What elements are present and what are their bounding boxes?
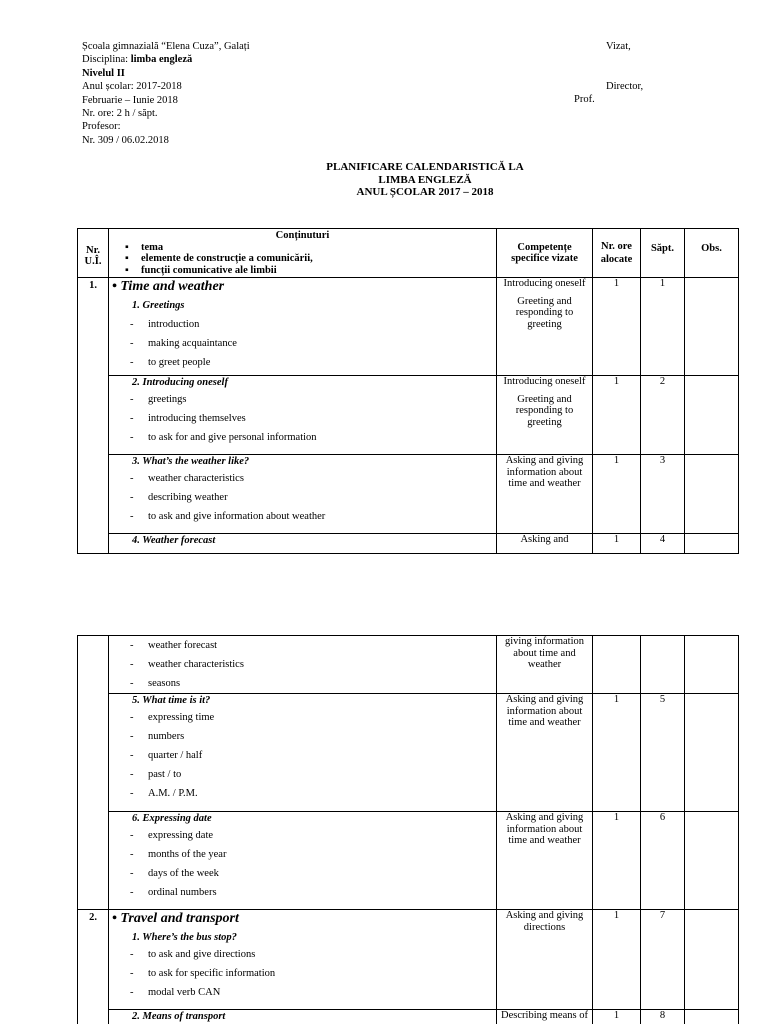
table-row xyxy=(78,278,739,376)
list-item: - to greet people xyxy=(130,353,493,372)
obs-cell xyxy=(685,636,739,694)
header-continut: Conținuturi ▪ tema ▪ elemente de construcție a comunicării, ▪ funcții comunicative ale limbii xyxy=(109,229,497,278)
lesson-title: 3. What’s the weather like? xyxy=(132,456,250,467)
lesson-title: 1. Greetings xyxy=(132,300,185,311)
list-item: - expressing time xyxy=(130,708,493,727)
hours-cell: 1 xyxy=(593,455,641,534)
obs-cell xyxy=(685,534,739,554)
lesson-cell xyxy=(109,376,497,455)
planning-table-page2 xyxy=(77,635,739,1024)
hours-cell: 1 xyxy=(593,910,641,1010)
list-item: - weather forecast xyxy=(130,636,493,655)
table-row xyxy=(78,376,739,455)
school-name: Școala gimnazială “Elena Cuza”, Galați xyxy=(82,41,250,52)
week-cell: 7 xyxy=(641,910,685,1010)
lesson-cell xyxy=(109,278,497,376)
obs-cell xyxy=(685,376,739,455)
header-ore: Nr. ore alocate xyxy=(593,229,641,278)
table-row xyxy=(78,636,739,694)
competence-cell: Asking and giving information about time and weather xyxy=(497,455,593,534)
lesson-title: 5. What time is it? xyxy=(132,695,211,706)
list-item: - expressing date xyxy=(130,826,493,845)
competence-cell: Asking and giving information about time and weather xyxy=(497,812,593,910)
competence-cell: giving information about time and weather xyxy=(497,636,593,694)
competence-cell: Asking and giving directions xyxy=(497,910,593,1010)
discipline: Disciplina: limba engleză xyxy=(82,54,193,66)
registration-number: Nr. 309 / 06.02.2018 xyxy=(82,134,169,146)
hours-cell: 1 xyxy=(593,1010,641,1024)
table-row xyxy=(78,812,739,910)
unit-theme: • Time and weather xyxy=(112,279,225,294)
table-header-row xyxy=(78,229,739,278)
header-sapt: Săpt. xyxy=(641,229,685,278)
list-item: - to ask for specific information xyxy=(130,964,493,983)
obs-cell xyxy=(685,455,739,534)
lesson-title: 4. Weather forecast xyxy=(132,535,216,546)
hours-cell: 1 xyxy=(593,278,641,376)
list-item: - A.M. / P.M. xyxy=(130,784,493,803)
list-item: - weather characteristics xyxy=(130,469,493,488)
unit-number-empty xyxy=(78,636,109,910)
competence-cell: Introducing oneself Greeting and responding to greeting xyxy=(497,278,593,376)
week-cell: 3 xyxy=(641,455,685,534)
list-item: - introducing themselves xyxy=(130,409,493,428)
unit-number: 2. xyxy=(78,910,109,1024)
hours-cell: 1 xyxy=(593,534,641,554)
table-row xyxy=(78,1010,739,1024)
lesson-cell xyxy=(109,455,497,534)
document-title: PLANIFICARE CALENDARISTICĂ LA LIMBA ENGLEZĂ ANUL ȘCOLAR 2017 – 2018 xyxy=(326,161,524,198)
document-header-left xyxy=(82,40,250,147)
list-item: - past / to xyxy=(130,765,493,784)
planning-table-page1 xyxy=(77,228,739,554)
list-item: - to ask and give directions xyxy=(130,945,493,964)
list-item: - greetings xyxy=(130,390,493,409)
list-item: - modal verb CAN xyxy=(130,983,493,1002)
week-cell: 2 xyxy=(641,376,685,455)
list-item: - seasons xyxy=(130,674,493,693)
table-row xyxy=(78,534,739,554)
week-cell: 6 xyxy=(641,812,685,910)
lesson-title: 2. Introducing oneself xyxy=(132,377,228,388)
week-cell: 8 xyxy=(641,1010,685,1024)
lesson-title: 1. Where’s the bus stop? xyxy=(132,932,237,943)
lesson-cell xyxy=(109,1010,497,1024)
week-cell xyxy=(641,636,685,694)
table-row xyxy=(78,694,739,812)
lesson-title: 6. Expressing date xyxy=(132,813,212,824)
competence-cell: Introducing oneself Greeting and responding to greeting xyxy=(497,376,593,455)
obs-cell xyxy=(685,694,739,812)
list-item: - to ask for and give personal information xyxy=(130,428,493,447)
list-item: - weather characteristics xyxy=(130,655,493,674)
header-nr: Nr. U.Î. xyxy=(78,229,109,278)
lesson-title: 2. Means of transport xyxy=(132,1011,226,1022)
list-item: - to ask and give information about weather xyxy=(130,507,493,526)
unit-number: 1. xyxy=(78,278,109,554)
lesson-cell xyxy=(109,636,497,694)
list-item: - months of the year xyxy=(130,845,493,864)
vizat-label: Vizat, xyxy=(606,41,631,52)
hours-cell: 1 xyxy=(593,376,641,455)
hours: Nr. ore: 2 h / săpt. xyxy=(82,108,158,120)
period: Februarie – Iunie 2018 xyxy=(82,94,178,106)
unit-theme: • Travel and transport xyxy=(112,911,239,926)
table-row xyxy=(78,455,739,534)
week-cell: 5 xyxy=(641,694,685,812)
prof-label: Prof. xyxy=(574,94,595,105)
obs-cell xyxy=(685,1010,739,1024)
lesson-cell xyxy=(109,534,497,554)
list-item: - ordinal numbers xyxy=(130,883,493,902)
level: Nivelul II xyxy=(82,67,125,79)
lesson-cell xyxy=(109,910,497,1010)
lesson-cell xyxy=(109,812,497,910)
week-cell: 4 xyxy=(641,534,685,554)
header-bullets: ▪ tema ▪ elemente de construcție a comunicării, ▪ funcții comunicative ale limbii xyxy=(113,242,492,277)
table-row xyxy=(78,910,739,1010)
document-header-right xyxy=(606,40,643,94)
hours-cell: 1 xyxy=(593,812,641,910)
competence-cell: Describing means of xyxy=(497,1010,593,1024)
school-year: Anul școlar: 2017-2018 xyxy=(82,81,182,93)
competence-cell: Asking and xyxy=(497,534,593,554)
lesson-cell xyxy=(109,694,497,812)
director-label: Director, xyxy=(606,81,644,93)
hours-cell xyxy=(593,636,641,694)
list-item: - quarter / half xyxy=(130,746,493,765)
hours-cell: 1 xyxy=(593,694,641,812)
obs-cell xyxy=(685,278,739,376)
list-item: - describing weather xyxy=(130,488,493,507)
list-item: - numbers xyxy=(130,727,493,746)
header-obs: Obs. xyxy=(685,229,739,278)
obs-cell xyxy=(685,812,739,910)
competence-cell: Asking and giving information about time and weather xyxy=(497,694,593,812)
list-item: - days of the week xyxy=(130,864,493,883)
week-cell: 1 xyxy=(641,278,685,376)
teacher: Profesor: xyxy=(82,121,121,133)
list-item: - introduction xyxy=(130,315,493,334)
obs-cell xyxy=(685,910,739,1010)
header-competente: Competențe specifice vizate xyxy=(497,229,593,278)
list-item: - making acquaintance xyxy=(130,334,493,353)
